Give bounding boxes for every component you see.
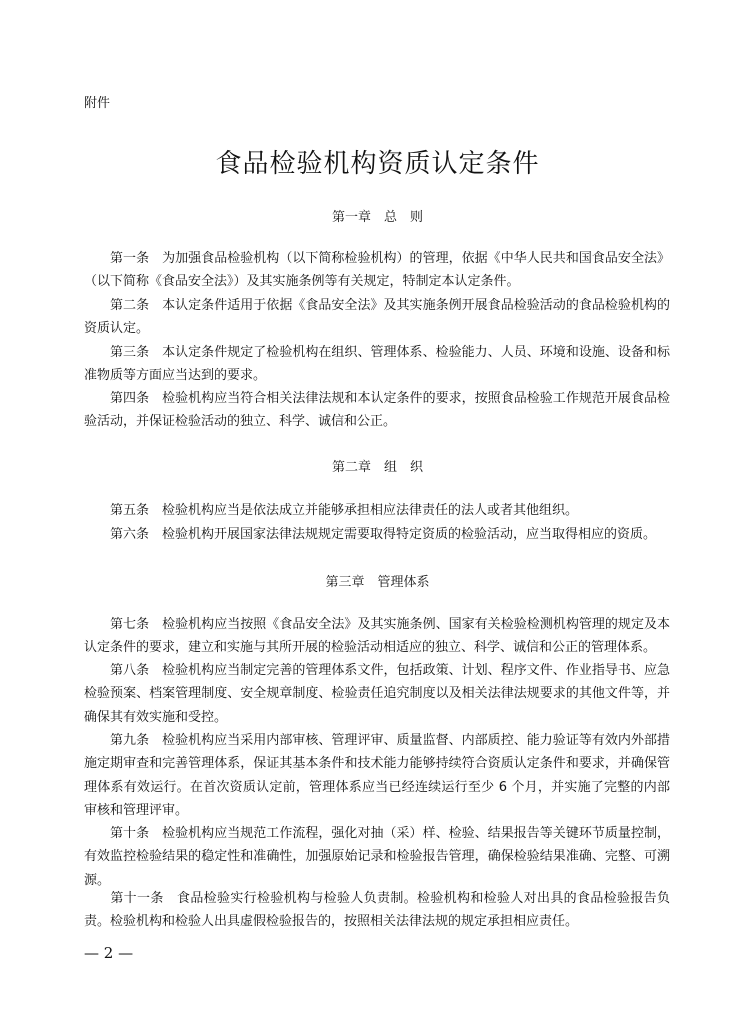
article-7-text: 第七条 检验机构应当按照《食品安全法》及其实施条例、国家有关检验检测机构管理的规定及本认定条件的要求，建立和实施与其所开展的检验活动相适应的独立、科学、诚信和公正的管理体系。 [84, 617, 670, 656]
article-7 [84, 613, 670, 660]
article-10 [84, 822, 670, 892]
article-3-text: 第三条 本认定条件规定了检验机构在组织、管理体系、检验能力、人员、环境和设施、设备和标准物质等方面应当达到的要求。 [84, 345, 670, 384]
article-1-text: 第一条 为加强食品检验机构（以下简称检验机构）的管理，依据《中华人民共和国食品安全法》（以下简称《食品安全法》）及其实施条例等有关规定，特制定本认定条件。 [84, 251, 670, 290]
chapter-3-heading: 第三章 管理体系 [325, 575, 430, 590]
article-4-text: 第四条 检验机构应当符合相关法律法规和本认定条件的要求，按照食品检验工作规范开展食品检验活动，并保证检验活动的独立、科学、诚信和公正。 [84, 391, 670, 430]
attachment-label: 附件 [84, 96, 111, 111]
document-title: 食品检验机构资质认定条件 [215, 149, 540, 179]
article-2-text: 第二条 本认定条件适用于依据《食品安全法》及其实施条例开展食品检验活动的食品检验机构的资质认定。 [84, 298, 670, 337]
article-6 [84, 523, 670, 546]
article-6-text: 第六条 检验机构开展国家法律法规规定需要取得特定资质的检验活动，应当取得相应的资质。 [110, 527, 657, 542]
article-4 [84, 387, 670, 434]
article-2 [84, 294, 670, 341]
article-9 [84, 729, 670, 823]
article-8 [84, 659, 670, 729]
article-3 [84, 341, 670, 388]
article-8-text: 第八条 检验机构应当制定完善的管理体系文件，包括政策、计划、程序文件、作业指导书、应急检验预案、档案管理制度、安全规章制度、检验责任追究制度以及相关法律法规要求的其他文件等，并确保其有效实施和受控。 [84, 663, 670, 725]
article-5 [84, 499, 670, 522]
article-5-text: 第五条 检验机构应当是依法成立并能够承担相应法律责任的法人或者其他组织。 [110, 503, 579, 518]
page-number: — 2 — [84, 944, 134, 962]
article-11 [84, 887, 670, 934]
chapter-1-heading: 第一章 总 则 [331, 210, 423, 225]
article-1 [84, 247, 670, 294]
article-11-text: 第十一条 食品检验实行检验机构与检验人负责制。检验机构和检验人对出具的食品检验报告负责。检验机构和检验人出具虚假检验报告的，按照相关法律法规的规定承担相应责任。 [84, 891, 670, 930]
article-10-text: 第十条 检验机构应当规范工作流程，强化对抽（采）样、检验、结果报告等关键环节质量控制，有效监控检验结果的稳定性和准确性，加强原始记录和检验报告管理，确保检验结果准确、完整、可溯源。 [84, 826, 670, 888]
article-9-text: 第九条 检验机构应当采用内部审核、管理评审、质量监督、内部质控、能力验证等有效内外部措施定期审查和完善管理体系，保证其基本条件和技术能力能够持续符合资质认定条件和要求，并确保管理体系有效运行。在首次资质认定前，管理体系应当已经连续运行至少 6 个月，并实施了完整的内部审核和管理评审。 [84, 733, 670, 819]
chapter-2-heading: 第二章 组 织 [331, 460, 423, 475]
